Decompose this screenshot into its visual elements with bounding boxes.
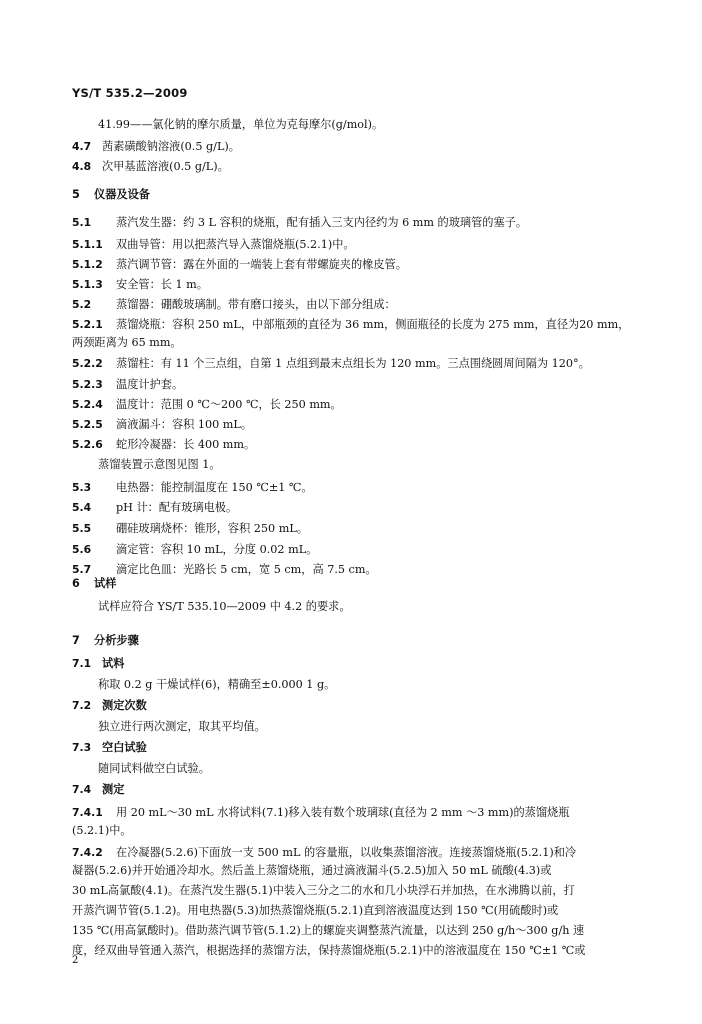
list-item [72, 481, 642, 495]
clause-number: 5.1.1 [72, 238, 103, 251]
subsection-title: 试料 [102, 657, 125, 670]
list-item [72, 501, 642, 515]
paragraph-line [72, 904, 642, 918]
section-title: 分析步骤 [94, 634, 139, 647]
list-item [72, 418, 642, 432]
line-text: 电热器：能控制温度在 150 ℃±1 ℃。 [116, 481, 313, 494]
clause-number: 5.3 [72, 481, 92, 494]
section-heading [72, 188, 642, 202]
clause-number: 5.2.4 [72, 398, 103, 411]
line-text: pH 计：配有玻璃电极。 [116, 501, 238, 514]
list-item [72, 543, 642, 557]
line-text: 蒸馏装置示意图见图 1。 [98, 458, 221, 471]
clause-number: 5.1.3 [72, 278, 103, 291]
paragraph: 独立进行两次测定，取其平均值。 [98, 720, 266, 733]
line-text: 蒸汽调节管：露在外面的一端装上套有带螺旋夹的橡皮管。 [116, 258, 407, 271]
formula-explanation [98, 118, 668, 132]
clause-number: 5.2.6 [72, 438, 103, 451]
paragraph-line [72, 864, 642, 878]
clause-number: 7.4.2 [72, 846, 103, 859]
clause-number: 7.2 [72, 699, 92, 712]
section-title: 试样 [94, 577, 117, 590]
clause-number: 5.2.3 [72, 378, 103, 391]
list-item [72, 258, 642, 272]
list-item [72, 336, 642, 350]
list-item [98, 458, 668, 472]
clause-number: 7.3 [72, 741, 92, 754]
line-text: 在冷凝器(5.2.6)下面放一支 500 mL 的容量瓶，以收集蒸馏溶液。连接蒸馏烧瓶(5.2.1)和冷 [116, 846, 577, 859]
section-heading [72, 634, 642, 648]
line-text: 硼硅玻璃烧杯：锥形，容积 250 mL。 [116, 522, 308, 535]
list-item [72, 140, 642, 154]
list-item [72, 278, 642, 292]
clause-number: 7.4 [72, 783, 92, 796]
line-text: 两颈距离为 65 mm。 [72, 336, 182, 349]
subsection-heading [72, 741, 642, 755]
list-item [72, 563, 642, 577]
line-text: 滴液漏斗：容积 100 mL。 [116, 418, 253, 431]
list-item [72, 378, 642, 392]
line-text: 滴定管：容积 10 mL，分度 0.02 mL。 [116, 543, 318, 556]
list-item [72, 298, 642, 312]
line-text: 次甲基蓝溶液(0.5 g/L)。 [102, 160, 229, 173]
line-text: 双曲导管：用以把蒸汽导入蒸馏烧瓶(5.2.1)中。 [116, 238, 355, 251]
line-text: (5.2.1)中。 [72, 824, 132, 837]
line-text: 度，经双曲导管通入蒸汽，根据选择的蒸馏方法，保持蒸馏烧瓶(5.2.1)中的溶液温度在 150 ℃±1 ℃或 [72, 944, 586, 957]
line-text: 安全管：长 1 m。 [116, 278, 208, 291]
section-heading [72, 577, 642, 591]
subsection-title: 测定 [102, 783, 125, 796]
subsection-heading [72, 657, 642, 671]
clause-number: 5.4 [72, 501, 92, 514]
paragraph-line [72, 824, 642, 838]
clause-number: 5.7 [72, 563, 92, 576]
subsection-title: 测定次数 [102, 699, 147, 712]
clause-number: 7.4.1 [72, 806, 103, 819]
clause-number: 4.7 [72, 140, 92, 153]
clause-number: 5.5 [72, 522, 92, 535]
list-item [72, 438, 642, 452]
line-text: 135 ℃(用高氯酸时)。借助蒸汽调节管(5.1.2)上的螺旋夹调整蒸汽流量，以达到 250 g/h～300 g/h 速 [72, 924, 585, 937]
clause-number: 7.1 [72, 657, 92, 670]
paragraph-line [72, 944, 642, 958]
subsection-heading [72, 783, 642, 797]
subsection-title: 空白试验 [102, 741, 147, 754]
list-item [72, 522, 642, 536]
clause-number: 5.2.2 [72, 357, 103, 370]
page-number: 2 [72, 955, 79, 966]
clause-number: 5.1 [72, 216, 92, 229]
list-item [72, 160, 642, 174]
standard-number-header: YS/T 535.2—2009 [72, 86, 188, 100]
line-text: 凝器(5.2.6)并开始通冷却水。然后盖上蒸馏烧瓶，通过滴液漏斗(5.2.5)加入 50 mL 硫酸(4.3)或 [72, 864, 552, 877]
section-number: 5 [72, 188, 80, 201]
line-text: 蛇形冷凝器：长 400 mm。 [116, 438, 256, 451]
line-text: 温度计：范围 0 ℃～200 ℃，长 250 mm。 [116, 398, 342, 411]
paragraph: 随同试料做空白试验。 [98, 762, 210, 775]
section-title: 仪器及设备 [94, 188, 150, 201]
list-item [72, 238, 642, 252]
clause-number: 5.1.2 [72, 258, 103, 271]
clause-number: 5.6 [72, 543, 92, 556]
paragraph-line [72, 846, 642, 860]
list-item [72, 216, 642, 230]
section-number: 6 [72, 577, 80, 590]
line-text: 蒸馏柱：有 11 个三点组，自第 1 点组到最末点组长为 120 mm。三点围绕圆周间隔为 120°。 [116, 357, 590, 370]
line-text: 温度计护套。 [116, 378, 184, 391]
paragraph-line [72, 806, 642, 820]
paragraph-line [72, 884, 642, 898]
clause-number: 5.2.1 [72, 318, 103, 331]
line-text: 蒸汽发生器：约 3 L 容积的烧瓶，配有插入三支内径约为 6 mm 的玻璃管的塞子。 [116, 216, 528, 229]
paragraph: 称取 0.2 g 干燥试样(6)，精确至±0.000 1 g。 [98, 678, 336, 691]
line-text: 30 mL高氯酸(4.1)。在蒸汽发生器(5.1)中装入三分之二的水和几小块浮石并加热，在水沸腾以前，打 [72, 884, 575, 897]
line-text: 蒸馏器：硼酸玻璃制。带有磨口接头，由以下部分组成： [116, 298, 396, 311]
list-item [72, 318, 642, 332]
line-text: 滴定比色皿：光路长 5 cm，宽 5 cm，高 7.5 cm。 [116, 563, 377, 576]
line-text: 蒸馏烧瓶：容积 250 mL，中部瓶颈的直径为 36 mm，侧面瓶径的长度为 275 mm，直径为20 mm， [116, 318, 630, 331]
subsection-heading [72, 699, 642, 713]
line-text: 41.99——氯化钠的摩尔质量，单位为克每摩尔(g/mol)。 [98, 118, 384, 131]
list-item [72, 357, 642, 371]
line-text: 用 20 mL～30 mL 水将试料(7.1)移入装有数个玻璃球(直径为 2 mm ～3 mm)的蒸馏烧瓶 [116, 806, 570, 819]
section-number: 7 [72, 634, 80, 647]
list-item [72, 398, 642, 412]
clause-number: 5.2 [72, 298, 92, 311]
clause-number: 4.8 [72, 160, 92, 173]
clause-number: 5.2.5 [72, 418, 103, 431]
line-text: 开蒸汽调节管(5.1.2)。用电热器(5.3)加热蒸馏烧瓶(5.2.1)直到溶液温度达到 150 ℃(用硫酸时)或 [72, 904, 559, 917]
paragraph-line [72, 924, 642, 938]
line-text: 茜素磺酸钠溶液(0.5 g/L)。 [102, 140, 240, 153]
paragraph: 试样应符合 YS/T 535.10—2009 中 4.2 的要求。 [98, 600, 351, 613]
